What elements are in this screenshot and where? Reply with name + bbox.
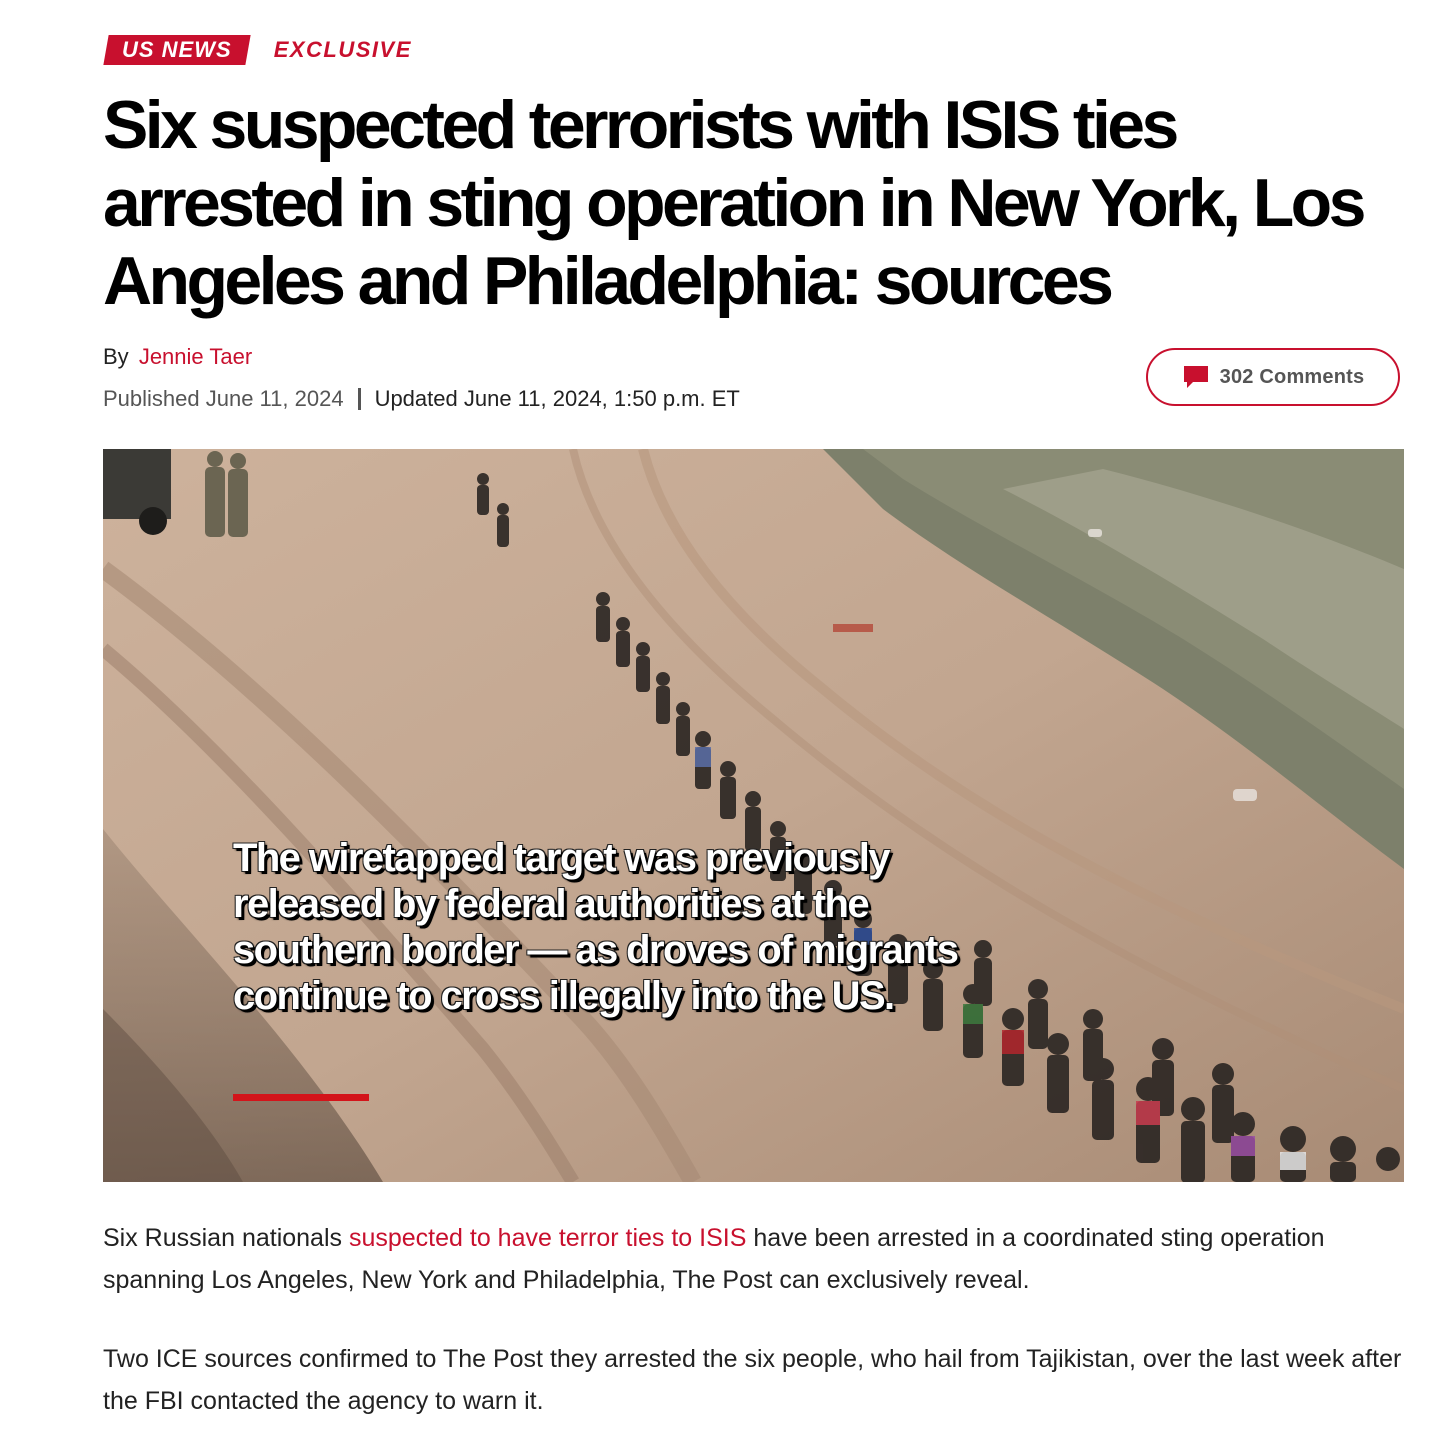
hero-accent-bar: [233, 1094, 369, 1101]
published-date: Published June 11, 2024: [103, 386, 344, 411]
byline-prefix: By: [103, 344, 129, 369]
body-paragraph-1: [103, 1217, 1404, 1301]
hero-photo-illustration: [103, 449, 1404, 1182]
p1-text-start: Six Russian nationals: [103, 1224, 349, 1252]
comments-count-label: 302 Comments: [1219, 365, 1365, 388]
comments-button[interactable]: [1146, 348, 1400, 406]
article-dates: [103, 386, 740, 412]
section-badge-label: US NEWS: [122, 37, 232, 62]
hero-image[interactable]: [103, 449, 1404, 1182]
terror-ties-link[interactable]: suspected to have terror ties to ISIS: [348, 1224, 747, 1252]
author-link[interactable]: Jennie Taer: [138, 344, 253, 369]
byline: [103, 344, 252, 370]
kicker-row: [106, 35, 412, 65]
date-divider: [358, 388, 361, 410]
p1-text-end: have been arrested in a coordinated sting operation spanning Los Angeles, New York and Philadelphia, The Post can exclusively reveal.: [103, 1224, 1325, 1294]
exclusive-tag: EXCLUSIVE: [273, 37, 412, 62]
updated-date: Updated June 11, 2024, 1:50 p.m. ET: [374, 386, 740, 411]
comment-bubble-icon: [1182, 364, 1210, 390]
hero-caption: The wiretapped target was previously released by federal authorities at the southern border — as droves of migrants continue to cross illegally into the US.: [233, 836, 958, 1018]
body-paragraph-2: Two ICE sources confirmed to The Post they arrested the six people, who hail from Tajikistan, over the last week after the FBI contacted the agency to warn it.: [103, 1345, 1402, 1415]
article-headline: Six suspected terrorists with ISIS ties arrested in sting operation in New York, Los Angeles and Philadelphia: sources: [103, 87, 1363, 319]
section-badge-us-news[interactable]: [103, 35, 250, 65]
